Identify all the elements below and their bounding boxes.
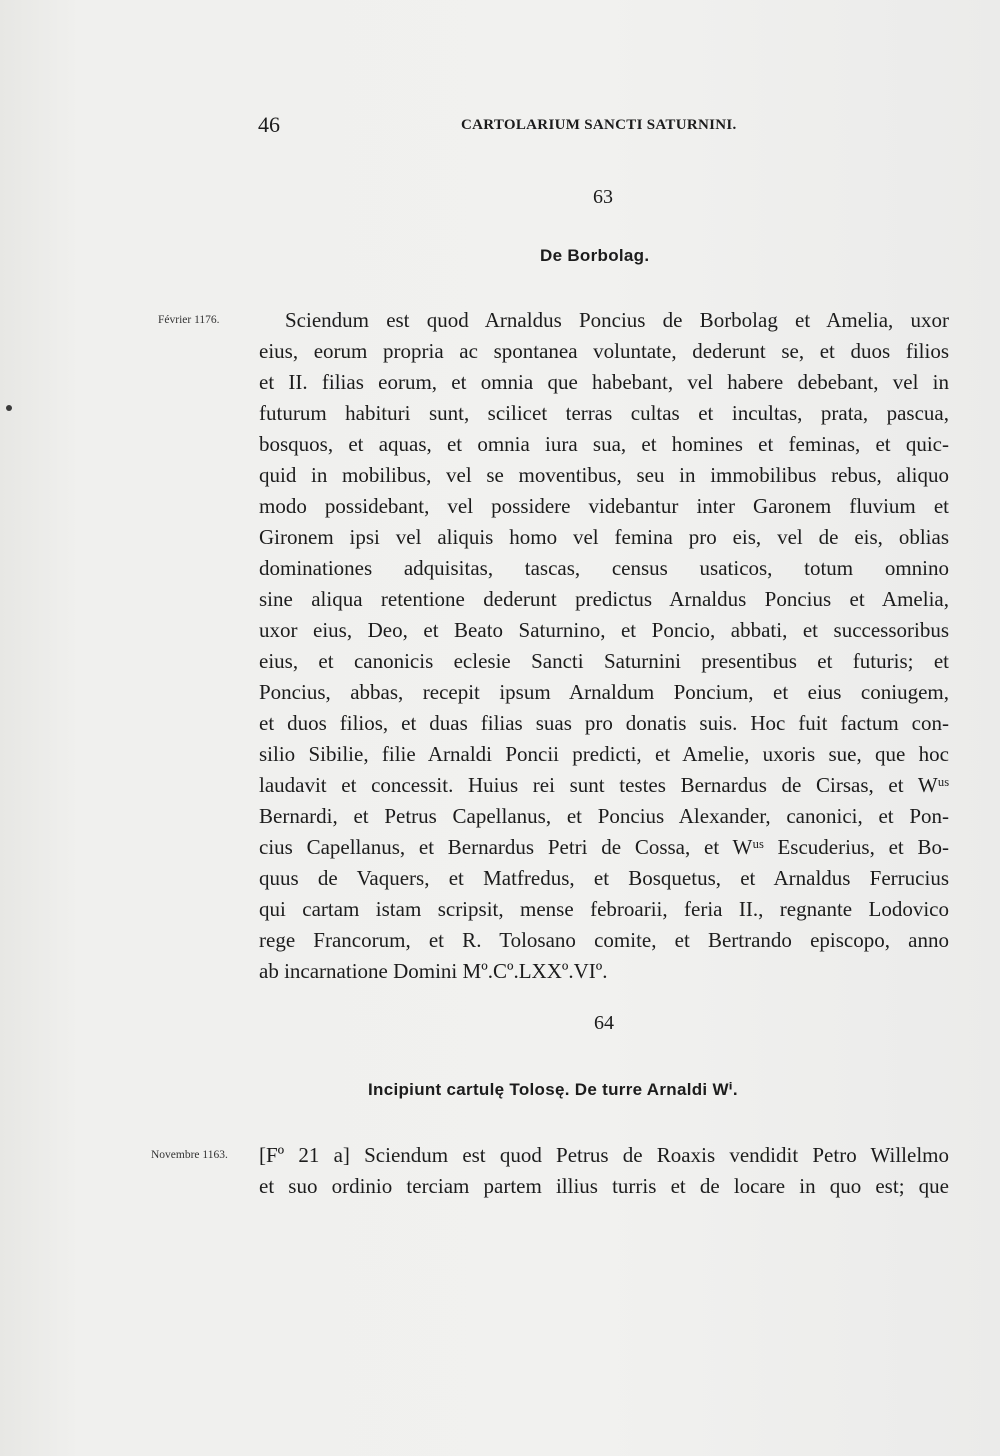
text-line: dominationes adquisitas, tascas, census usaticos, totum omnino bbox=[259, 556, 949, 580]
running-title: CARTOLARIUM SANCTI SATURNINI. bbox=[461, 117, 737, 133]
text-line: modo possidebant, vel possidere videbantur inter Garonem fluvium et bbox=[259, 494, 949, 518]
text-line: eius, eorum propria ac spontanea voluntate, dederunt se, et duos filios bbox=[259, 339, 949, 363]
charter-title: Incipiunt cartulę Tolosę. De turre Arnaldi Wⁱ. bbox=[368, 1080, 738, 1099]
charter-63-text bbox=[259, 305, 949, 987]
charter-64-text bbox=[259, 1140, 949, 1202]
text-line: eius, et canonicis eclesie Sancti Saturnini presentibus et futuris; et bbox=[259, 649, 949, 673]
text-line: Sciendum est quod Arnaldus Poncius de Borbolag et Amelia, uxor bbox=[285, 308, 949, 332]
text-line: [Fº 21 a] Sciendum est quod Petrus de Roaxis vendidit Petro Willelmo bbox=[259, 1143, 949, 1167]
text-line: quus de Vaquers, et Matfredus, et Bosquetus, et Arnaldus Ferrucius bbox=[259, 866, 949, 890]
text-line: bosquos, et aquas, et omnia iura sua, et homines et feminas, et quic- bbox=[259, 432, 949, 456]
text-line: uxor eius, Deo, et Beato Saturnino, et Poncio, abbati, et successoribus bbox=[259, 618, 949, 642]
margin-date: Novembre 1163. bbox=[151, 1149, 228, 1161]
page-header bbox=[258, 112, 798, 140]
charter-title: De Borbolag. bbox=[540, 246, 650, 265]
text-line: sine aliqua retentione dederunt predictus Arnaldus Poncius et Amelia, bbox=[259, 587, 949, 611]
ink-speck-mark bbox=[6, 405, 12, 411]
text-line: Bernardi, et Petrus Capellanus, et Poncius Alexander, canonici, et Pon- bbox=[259, 804, 949, 828]
margin-date: Février 1176. bbox=[158, 314, 220, 326]
text-line: quid in mobilibus, vel se moventibus, seu in immobilibus rebus, aliquo bbox=[259, 463, 949, 487]
text-line: et duos filios, et duas filias suas pro donatis suis. Hoc fuit factum con- bbox=[259, 711, 949, 735]
text-line: cius Capellanus, et Bernardus Petri de Cossa, et Wᵘˢ Escuderius, et Bo- bbox=[259, 835, 949, 859]
text-line: silio Sibilie, filie Arnaldi Poncii predicti, et Amelie, uxoris sue, que hoc bbox=[259, 742, 949, 766]
text-line: et II. filias eorum, et omnia que habebant, vel habere debebant, vel in bbox=[259, 370, 949, 394]
text-line: qui cartam istam scripsit, mense febroarii, feria II., regnante Lodovico bbox=[259, 897, 949, 921]
text-line: Poncius, abbas, recepit ipsum Arnaldum Poncium, et eius coniugem, bbox=[259, 680, 949, 704]
text-line: Gironem ipsi vel aliquis homo vel femina pro eis, vel de eis, oblias bbox=[259, 525, 949, 549]
page-number: 46 bbox=[258, 112, 280, 137]
charter-number: 64 bbox=[594, 1012, 614, 1034]
text-line: et suo ordinio terciam partem illius turris et de locare in quo est; que bbox=[259, 1174, 949, 1198]
text-line: ab incarnatione Domini Mº.Cº.LXXº.VIº. bbox=[259, 959, 608, 983]
text-line: futurum habituri sunt, scilicet terras cultas et incultas, prata, pascua, bbox=[259, 401, 949, 425]
text-line: rege Francorum, et R. Tolosano comite, et Bertrando episcopo, anno bbox=[259, 928, 949, 952]
charter-number: 63 bbox=[593, 186, 613, 208]
text-line: laudavit et concessit. Huius rei sunt testes Bernardus de Cirsas, et Wᵘˢ bbox=[259, 773, 949, 797]
